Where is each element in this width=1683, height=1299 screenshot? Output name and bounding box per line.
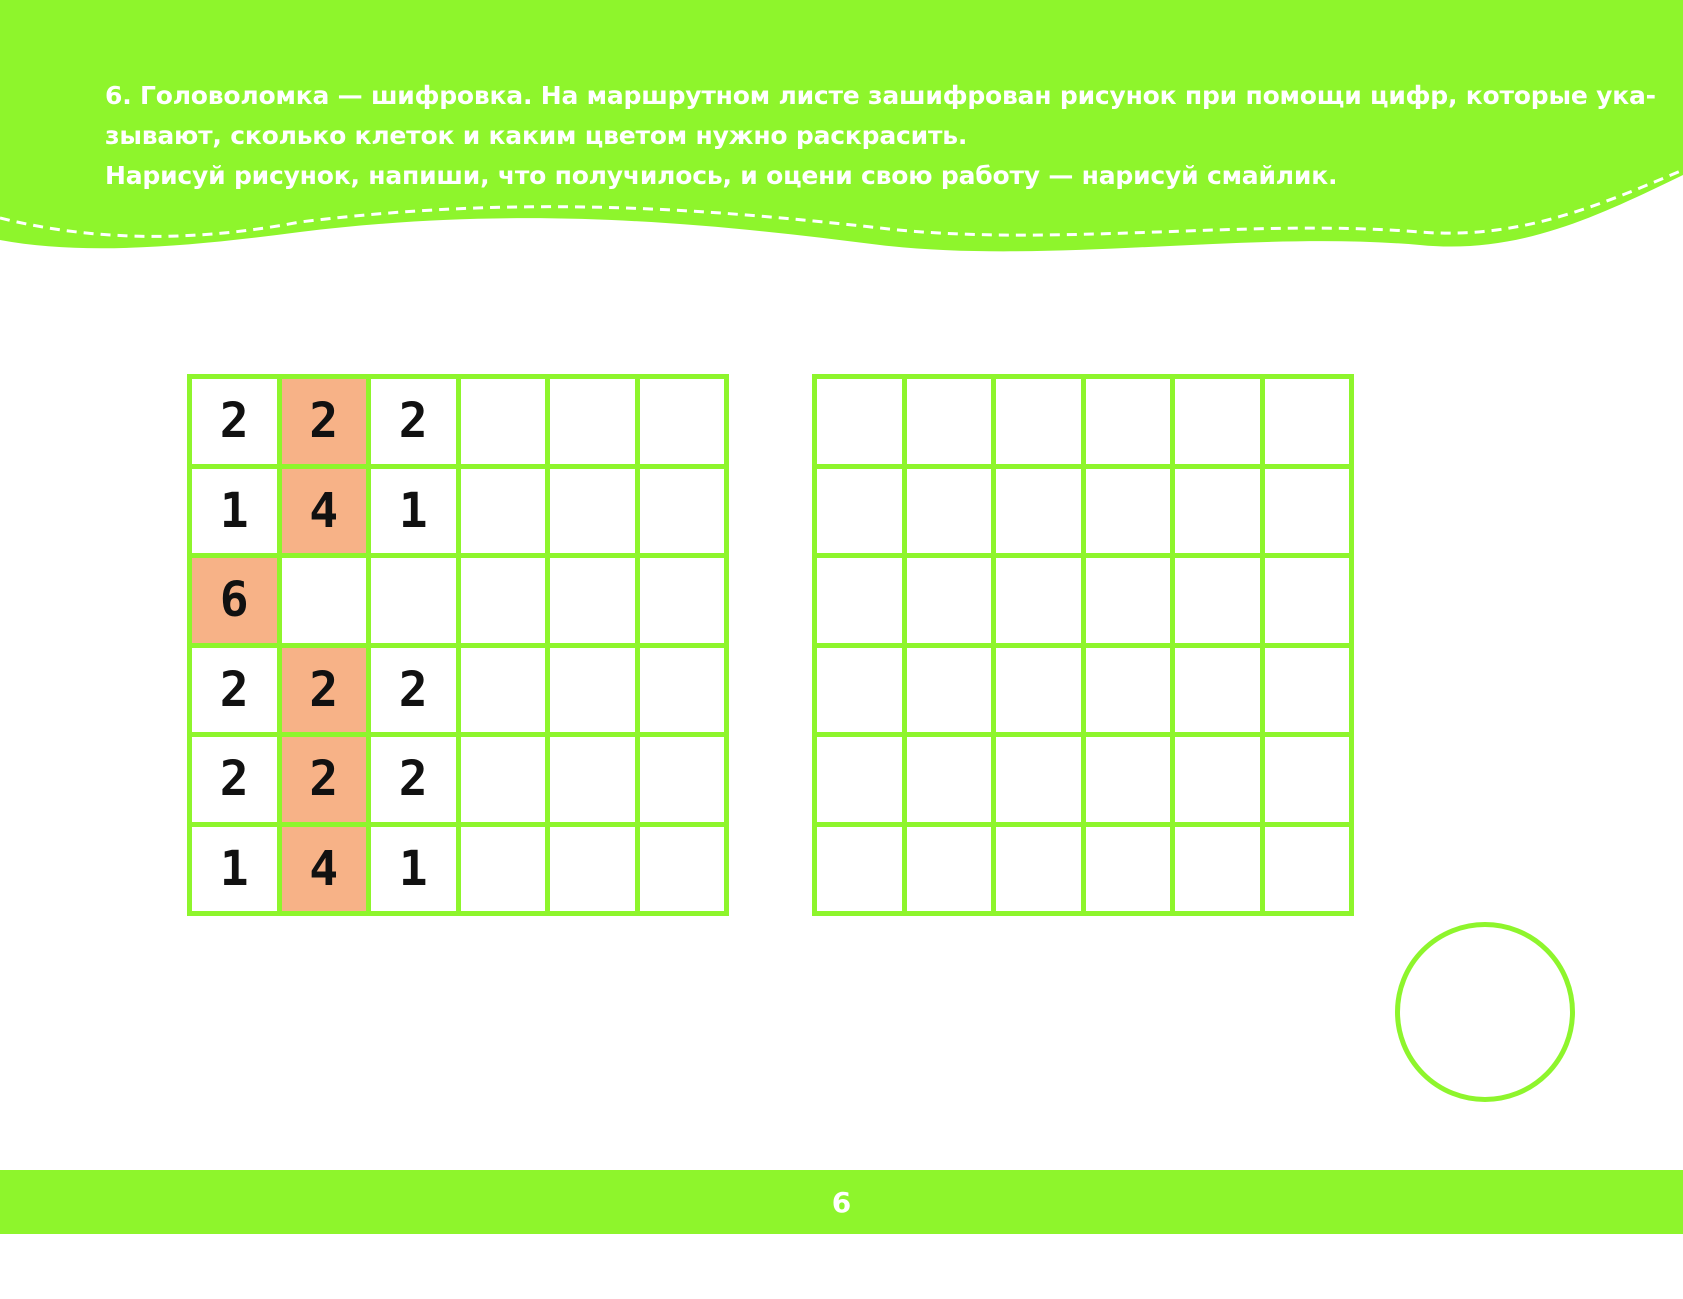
- cipher-cell: [640, 558, 725, 643]
- drawing-cell[interactable]: [817, 827, 902, 912]
- cipher-grid: [187, 374, 729, 916]
- drawing-cell[interactable]: [996, 558, 1081, 643]
- cipher-cell: 2: [192, 379, 277, 464]
- drawing-cell[interactable]: [1175, 827, 1260, 912]
- cipher-cell: [461, 737, 546, 822]
- cipher-cell: [461, 648, 546, 733]
- cipher-cell: [550, 379, 635, 464]
- drawing-cell[interactable]: [907, 469, 992, 554]
- drawing-cell[interactable]: [996, 648, 1081, 733]
- drawing-cell[interactable]: [817, 379, 902, 464]
- cipher-cell: 2: [282, 648, 367, 733]
- cipher-cell: 2: [192, 648, 277, 733]
- drawing-cell[interactable]: [1175, 379, 1260, 464]
- drawing-cell[interactable]: [817, 558, 902, 643]
- footer-band: [0, 1170, 1683, 1234]
- cipher-cell: 2: [282, 379, 367, 464]
- cipher-cell: [640, 648, 725, 733]
- cipher-cell: [461, 379, 546, 464]
- cipher-cell: [550, 558, 635, 643]
- cipher-cell: [371, 558, 456, 643]
- drawing-cell[interactable]: [1086, 379, 1171, 464]
- cipher-cell: [550, 737, 635, 822]
- drawing-cell[interactable]: [1265, 558, 1350, 643]
- drawing-cell[interactable]: [996, 379, 1081, 464]
- instruction-line-1: 6. Головоломка — шифровка. На маршрутном листе зашифрован рисунок при помощи цифр, которые ука-: [105, 81, 1656, 110]
- task-instruction: [105, 76, 1656, 196]
- drawing-cell[interactable]: [817, 469, 902, 554]
- drawing-cell[interactable]: [907, 827, 992, 912]
- cipher-cell: 2: [282, 737, 367, 822]
- drawing-cell[interactable]: [817, 737, 902, 822]
- smiley-self-assessment-circle[interactable]: [1395, 922, 1575, 1102]
- drawing-cell[interactable]: [907, 558, 992, 643]
- cipher-cell: [550, 648, 635, 733]
- cipher-cell: [640, 379, 725, 464]
- cipher-cell: [550, 827, 635, 912]
- drawing-cell[interactable]: [1175, 648, 1260, 733]
- drawing-cell[interactable]: [1086, 648, 1171, 733]
- instruction-line-2: зывают, сколько клеток и каким цветом нужно раскрасить.: [105, 121, 968, 150]
- drawing-cell[interactable]: [1265, 648, 1350, 733]
- drawing-cell[interactable]: [1086, 827, 1171, 912]
- cipher-cell: [461, 827, 546, 912]
- cipher-cell: [282, 558, 367, 643]
- page-number: 6: [831, 1185, 852, 1219]
- cipher-cell: 2: [371, 648, 456, 733]
- cipher-cell: [640, 827, 725, 912]
- drawing-cell[interactable]: [1175, 737, 1260, 822]
- drawing-cell[interactable]: [907, 648, 992, 733]
- drawing-cell[interactable]: [907, 379, 992, 464]
- drawing-cell[interactable]: [1086, 469, 1171, 554]
- drawing-cell[interactable]: [1265, 469, 1350, 554]
- cipher-cell: [640, 737, 725, 822]
- cipher-cell: 2: [371, 379, 456, 464]
- drawing-grid: [812, 374, 1354, 916]
- cipher-cell: [461, 469, 546, 554]
- cipher-cell: [461, 558, 546, 643]
- instruction-line-3: Нарисуй рисунок, напиши, что получилось, и оцени свою работу — нарисуй смайлик.: [105, 161, 1338, 190]
- cipher-cell: 1: [192, 827, 277, 912]
- cipher-cell: [640, 469, 725, 554]
- drawing-cell[interactable]: [1086, 558, 1171, 643]
- cipher-cell: 1: [192, 469, 277, 554]
- cipher-cell: 4: [282, 469, 367, 554]
- cipher-cell: 6: [192, 558, 277, 643]
- drawing-cell[interactable]: [1265, 379, 1350, 464]
- cipher-cell: 1: [371, 827, 456, 912]
- drawing-cell[interactable]: [996, 737, 1081, 822]
- drawing-cell[interactable]: [817, 648, 902, 733]
- cipher-cell: 2: [371, 737, 456, 822]
- cipher-cell: [550, 469, 635, 554]
- drawing-cell[interactable]: [1175, 469, 1260, 554]
- cipher-cell: 1: [371, 469, 456, 554]
- cipher-cell: 2: [192, 737, 277, 822]
- drawing-cell[interactable]: [1265, 737, 1350, 822]
- drawing-cell[interactable]: [1265, 827, 1350, 912]
- cipher-cell: 4: [282, 827, 367, 912]
- drawing-cell[interactable]: [1175, 558, 1260, 643]
- drawing-cell[interactable]: [907, 737, 992, 822]
- drawing-cell[interactable]: [996, 827, 1081, 912]
- drawing-cell[interactable]: [996, 469, 1081, 554]
- drawing-cell[interactable]: [1086, 737, 1171, 822]
